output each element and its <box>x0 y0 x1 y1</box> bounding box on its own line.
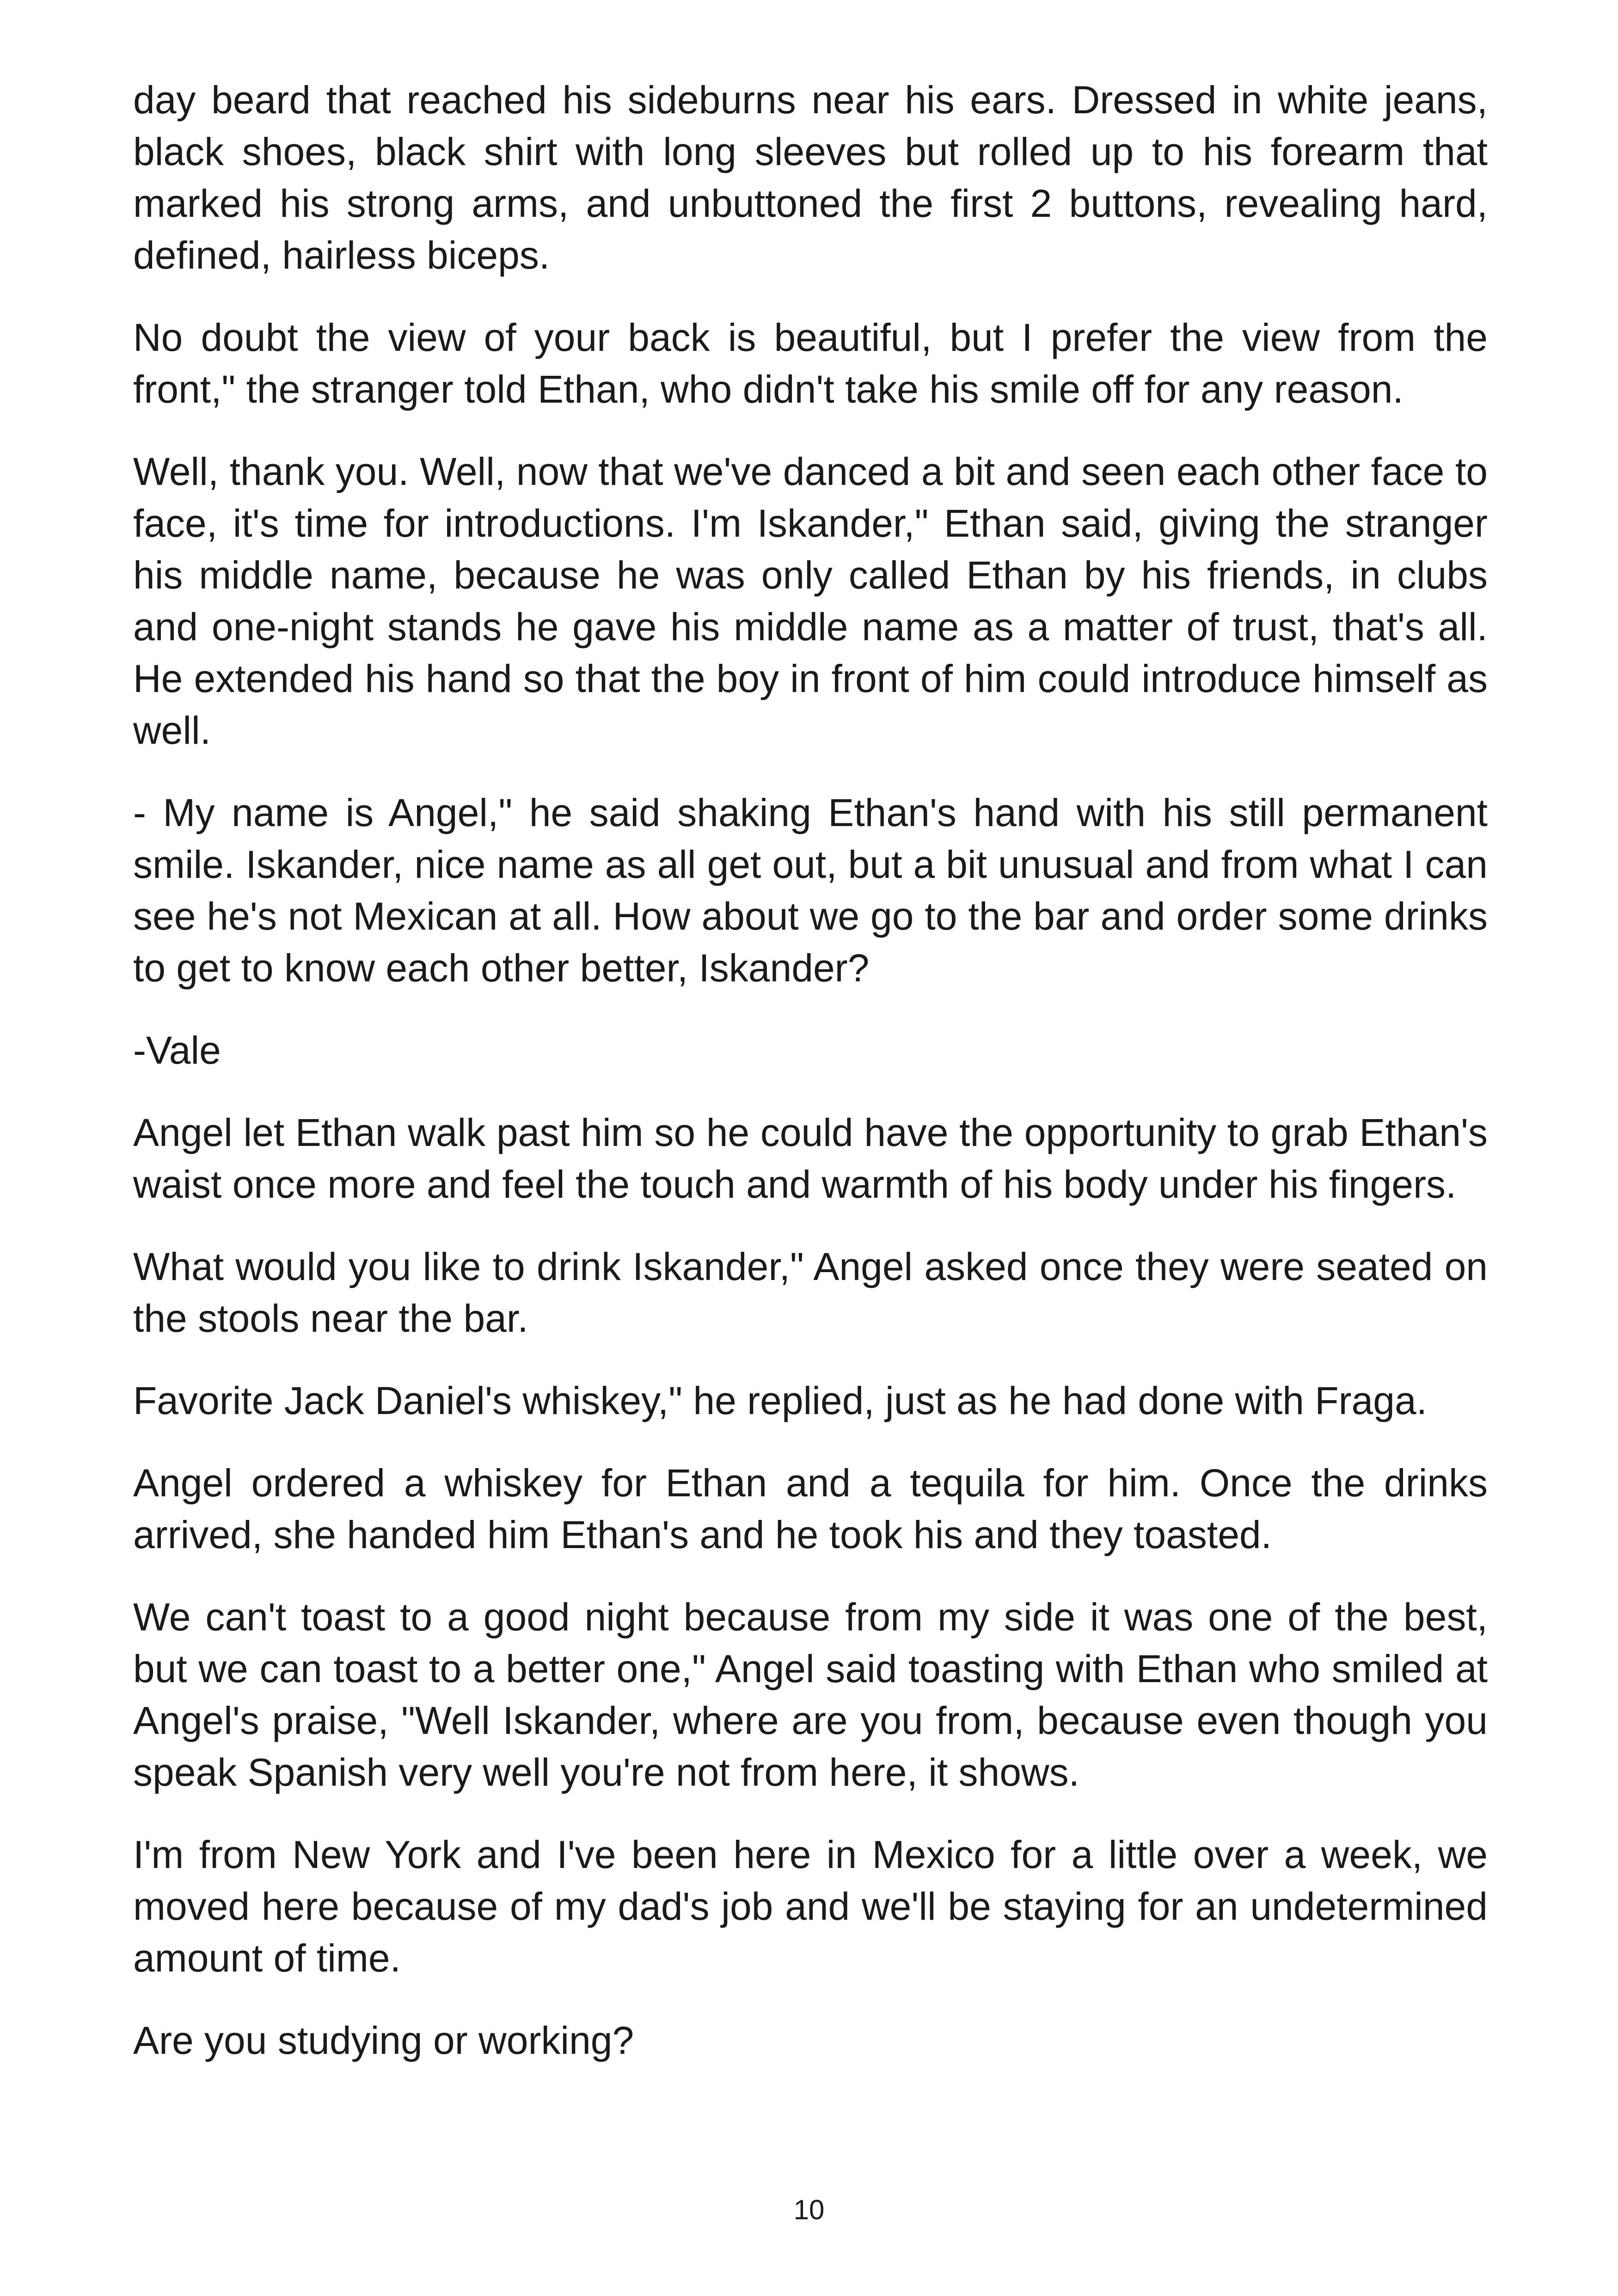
paragraph: -Vale <box>133 1029 221 1072</box>
paragraph: Angel ordered a whiskey for Ethan and a tequila for him. Once the drinks arrived, she handed him Ethan's and he took his and they toasted. <box>133 1461 1488 1556</box>
paragraph: Favorite Jack Daniel's whiskey," he replied, just as he had done with Fraga. <box>133 1379 1428 1422</box>
paragraph: I'm from New York and I've been here in Mexico for a little over a week, we moved here because of my dad's job and we'll be staying for an undetermined amount of time. <box>133 1833 1488 1980</box>
paragraph: What would you like to drink Iskander," Angel asked once they were seated on the stools near the bar. <box>133 1245 1488 1340</box>
page-body <box>133 74 1488 2097</box>
paragraph: No doubt the view of your back is beautiful, but I prefer the view from the front," the stranger told Ethan, who didn't take his smile off for any reason. <box>133 316 1488 411</box>
paragraph: Well, thank you. Well, now that we've danced a bit and seen each other face to face, it's time for introductions. I'm Iskander," Ethan said, giving the stranger his middle name, because he was only called Ethan by his friends, in clubs and one-night stands he gave his middle name as a matter of trust, that's all. He extended his hand so that the boy in front of him could introduce himself as well. <box>133 450 1488 752</box>
paragraph: - My name is Angel," he said shaking Ethan's hand with his still permanent smile. Iskander, nice name as all get out, but a bit unusual and from what I can see he's not Mexican at all. How about we go to the bar and order some drinks to get to know each other better, Iskander? <box>133 791 1488 990</box>
paragraph: Are you studying or working? <box>133 2019 634 2062</box>
paragraph: Angel let Ethan walk past him so he could have the opportunity to grab Ethan's waist once more and feel the touch and warmth of his body under his fingers. <box>133 1111 1488 1206</box>
paragraph: day beard that reached his sideburns near his ears. Dressed in white jeans, black shoes, black shirt with long sleeves but rolled up to his forearm that marked his strong arms, and unbuttoned the first 2 buttons, revealing hard, defined, hairless biceps. <box>133 78 1488 277</box>
paragraph: We can't toast to a good night because from my side it was one of the best, but we can toast to a better one," Angel said toasting with Ethan who smiled at Angel's praise, "Well Iskander, where are you from, because even though you speak Spanish very well you're not from here, it shows. <box>133 1595 1488 1794</box>
page-number: 10 <box>793 2194 825 2225</box>
